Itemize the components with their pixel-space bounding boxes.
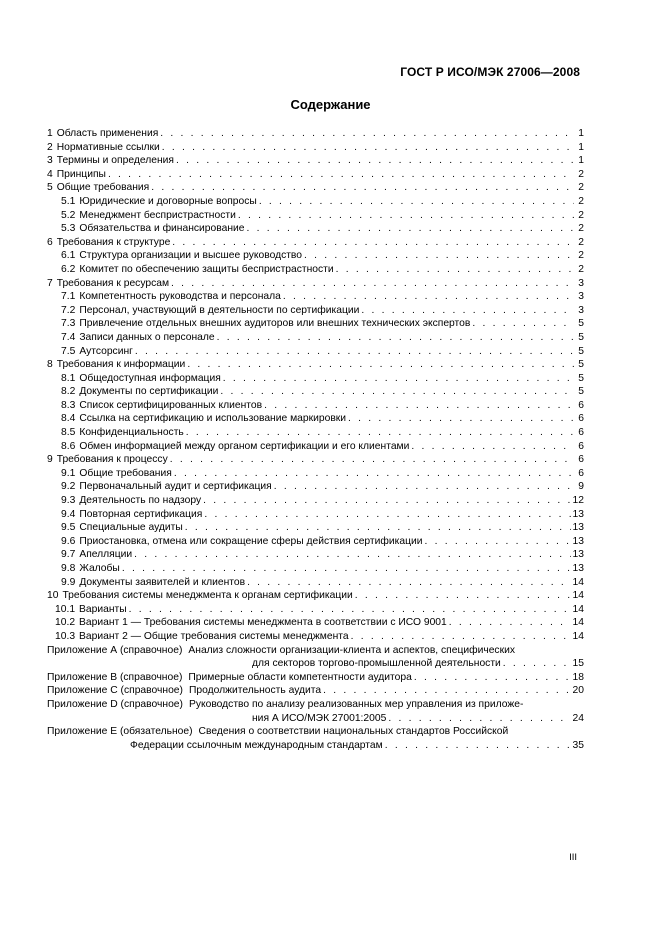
toc-entry[interactable] [47,154,584,168]
toc-entry-number: 1 [47,128,53,139]
toc-entry[interactable] [47,453,584,467]
toc-entry-number: 10 [47,590,59,602]
dot-leader [385,739,571,753]
dot-leader [172,236,574,250]
dot-leader [204,508,570,522]
dot-leader [348,412,574,426]
toc-entry-number: 9 [47,454,53,466]
dot-leader [336,263,574,277]
toc-entry-page: 2 [578,168,584,180]
appendix-title-continued: Федерации ссылочным международным стандартам [130,739,383,751]
standard-header: ГОСТ Р ИСО/МЭК 27006—2008 [400,65,580,79]
toc-entry-title: Деятельность по надзору [79,495,202,507]
dot-leader [160,127,574,141]
toc-entry-number: 2 [47,141,53,153]
dot-leader [503,657,571,671]
appendix-entry[interactable] [47,644,584,671]
toc-entry-number: 5.2 [61,209,76,221]
dot-leader [185,521,571,535]
toc-entry-number: 7.5 [61,345,76,357]
dot-leader [424,535,570,549]
toc-entry-title: Требования к процессу [56,454,168,466]
toc-entry[interactable] [47,412,584,426]
toc-entry-title: Специальные аудиты [79,522,183,534]
dot-leader [355,589,571,603]
dot-leader [304,249,574,263]
toc-entry[interactable] [47,603,584,617]
toc-entry-number: 7 [47,277,53,289]
toc-entry-page: 2 [578,223,584,235]
appendix-page: 18 [572,671,584,683]
toc-entry-page: 3 [578,277,584,289]
toc-entry-title: Привлечение отдельных внешних аудиторов или внешних технических экспертов [79,318,471,330]
toc-entry-page: 1 [578,155,584,167]
toc-entry-page: 1 [578,141,584,153]
dot-leader [472,317,574,331]
toc-entry-page: 5 [578,386,584,398]
dot-leader [151,181,574,195]
toc-entry-title: Документы заявителей и клиентов [79,576,246,588]
dot-leader [129,603,571,617]
dot-leader [217,331,574,345]
page-title: Содержание [290,97,371,112]
toc-entry-number: 9.4 [61,508,76,520]
appendix-title: Примерные области компетентности аудитора [188,671,412,683]
toc-entry[interactable] [47,290,584,304]
dot-leader [174,467,574,481]
toc-entry-page: 6 [578,427,584,439]
dot-leader [108,168,574,182]
toc-entry-page: 5 [578,359,584,371]
toc-entry-title: Вариант 1 — Требования системы менеджмента в соответствии с ИСО 9001 [79,617,447,629]
toc-entry-page: 1 [578,128,584,139]
toc-entry-title: Структура организации и высшее руководство [79,250,303,262]
toc-entry-number: 10.3 [55,630,76,642]
appendix-entry[interactable] [47,698,584,725]
toc-entry-page: 14 [572,590,584,602]
toc-entry-number: 10.2 [55,617,76,629]
toc-entry-page: 5 [578,345,584,357]
appendix-title: Сведения о соответствии национальных стандартов Российской [198,726,509,738]
toc-entry-number: 6.1 [61,250,76,262]
toc-entry[interactable] [47,399,584,413]
toc-entry-page: 6 [578,440,584,452]
toc-entry[interactable] [47,345,584,359]
toc-entry-title: Конфиденциальность [79,427,184,439]
toc-entry[interactable] [47,141,584,155]
toc-entry[interactable] [47,630,584,644]
toc-entry-title: Общие требования [79,467,172,479]
appendix-label: Приложение D (справочное) [47,698,183,710]
appendix-page: 20 [572,685,584,697]
toc-entry-title: Список сертифицированных клиентов [79,399,263,411]
toc-entry-number: 8 [47,359,53,371]
dot-leader [283,290,574,304]
toc-entry[interactable] [47,127,584,141]
toc-entry-title: Вариант 2 — Общие требования системы менеджмента [79,630,349,642]
dot-leader [449,616,571,630]
appendix-label: Приложение Е (обязательное) [47,726,193,738]
toc-entry-number: 3 [47,155,53,167]
appendix-label: Приложение А (справочное) [47,644,183,656]
dot-leader [351,630,571,644]
toc-entry-number: 8.5 [61,427,76,439]
toc-entry[interactable] [47,358,584,372]
toc-entry-title: Первоначальный аудит и сертификация [79,481,272,493]
dot-leader [170,453,574,467]
toc-entry-number: 8.6 [61,440,76,452]
toc-entry-title: Требования к информации [56,359,186,371]
toc-entry-number: 9.5 [61,522,76,534]
toc-entry-page: 14 [572,630,584,642]
toc-entry-title: Приостановка, отмена или сокращение сферы действия сертификации [79,535,423,547]
toc-entry-number: 6 [47,236,53,248]
toc-entry-page: 13 [572,549,584,561]
toc-entry-page: 6 [578,454,584,466]
toc-entry[interactable] [47,576,584,590]
toc-entry-number: 7.4 [61,331,76,343]
appendix-entry[interactable] [47,684,584,698]
appendix-title: Руководство по анализу реализованных мер управления из приложе- [188,698,524,710]
toc-entry-title: Компетентность руководства и персонала [79,291,281,303]
toc-entry-page: 2 [578,209,584,221]
toc-entry[interactable] [47,181,584,195]
toc-entry[interactable] [47,304,584,318]
toc-entry-title: Жалобы [79,563,120,574]
toc-entry-number: 8.4 [61,413,76,425]
toc-entry[interactable] [47,508,584,522]
toc-entry-number: 5.1 [61,195,76,207]
dot-leader [388,712,570,726]
toc-entry[interactable] [47,440,584,454]
toc-entry-title: Требования к ресурсам [56,277,170,289]
toc-entry-title: Требования к структуре [56,236,171,248]
toc-entry-number: 5.3 [61,223,76,235]
toc-entry-number: 9.6 [61,535,76,547]
toc-entry-number: 9.7 [61,549,76,561]
toc-entry[interactable] [47,426,584,440]
toc-entry-page: 2 [578,182,584,194]
toc-entry-title: Записи данных о персонале [79,331,215,343]
toc-entry-page: 5 [578,318,584,330]
toc-entry-page: 2 [578,263,584,275]
toc-entry[interactable] [47,385,584,399]
toc-entry-number: 8.3 [61,399,76,411]
dot-leader [220,385,574,399]
dot-leader [176,154,574,168]
toc-entry[interactable] [47,195,584,209]
dot-leader [135,345,574,359]
toc-entry-page: 6 [578,399,584,411]
toc-entry-title: Варианты [79,603,127,615]
toc-entry[interactable] [47,249,584,263]
toc-entry-number: 9.9 [61,576,76,588]
toc-entry-page: 6 [578,413,584,425]
appendix-title-continued: для секторов торгово-промышленной деятельности [252,658,501,670]
dot-leader [259,195,574,209]
toc-entry-page: 2 [578,195,584,207]
toc-entry[interactable] [47,263,584,277]
appendix-page: 35 [572,739,584,751]
toc-entry-title: Комитет по обеспечению защиты беспристрастности [79,263,334,275]
appendix-label: Приложение В (справочное) [47,671,183,683]
toc-entry[interactable] [47,494,584,508]
toc-entry[interactable] [47,209,584,223]
toc-entry-title: Нормативные ссылки [56,141,160,153]
dot-leader [238,209,574,223]
dot-leader [247,576,570,590]
dot-leader [247,222,574,236]
page-number: III [569,852,577,863]
appendix-title: Анализ сложности организации-клиента и аспектов, специфических [188,644,515,656]
dot-leader [264,399,574,413]
appendix-page: 24 [572,712,584,724]
toc-entry-title: Апелляции [79,549,133,561]
toc-entry[interactable] [47,317,584,331]
toc-entry-number: 6.2 [61,263,76,275]
toc-entry-title: Аутсорсинг [79,345,133,357]
toc-entry-title: Менеджмент беспристрастности [79,209,236,221]
toc-entry-number: 10.1 [55,603,76,615]
appendix-title-continued: ния А ИСО/МЭК 27001:2005 [252,712,387,724]
toc-entry[interactable] [47,331,584,345]
dot-leader [122,562,571,576]
dot-leader [187,358,574,372]
toc-entry-title: Документы по сертификации [79,386,219,398]
appendix-entry[interactable] [47,725,584,752]
dot-leader [411,440,574,454]
toc-entry-page: 3 [578,304,584,316]
dot-leader [171,277,574,291]
toc-entry[interactable] [47,589,584,603]
toc-entry[interactable] [47,222,584,236]
toc-entry-page: 3 [578,291,584,303]
toc-entry-page: 13 [572,563,584,574]
dot-leader [134,548,570,562]
toc-entry-number: 4 [47,168,53,180]
dot-leader [323,684,570,698]
toc-entry[interactable] [47,236,584,250]
dot-leader [414,671,571,685]
dot-leader [361,304,574,318]
toc-entry-title: Область применения [56,128,159,139]
toc-entry[interactable] [47,467,584,481]
toc-entry[interactable] [47,616,584,630]
toc-entry-number: 8.1 [61,372,76,384]
toc-entry-page: 14 [572,603,584,615]
toc-entry-page: 2 [578,250,584,262]
appendix-entry[interactable] [47,671,584,685]
dot-leader [162,141,574,155]
toc-entry-page: 6 [578,467,584,479]
toc-entry-title: Обязательства и финансирование [79,223,245,235]
toc-entry-page: 2 [578,236,584,248]
toc-entry-title: Обмен информацией между органом сертификации и его клиентами [79,440,410,452]
toc-entry-title: Общедоступная информация [79,372,221,384]
dot-leader [274,480,574,494]
toc-entry-title: Ссылка на сертификацию и использование маркировки [79,413,347,425]
table-of-contents [47,127,584,752]
toc-entry-page: 12 [572,495,584,507]
toc-entry[interactable] [47,372,584,386]
toc-entry-page: 13 [572,522,584,534]
toc-entry-number: 7.2 [61,304,76,316]
toc-entry-title: Юридические и договорные вопросы [79,195,257,207]
toc-entry-number: 7.3 [61,318,76,330]
toc-entry-page: 14 [572,576,584,588]
toc-entry-title: Термины и определения [56,155,174,167]
toc-entry[interactable] [47,168,584,182]
appendix-label: Приложение С (справочное) [47,685,183,697]
dot-leader [203,494,570,508]
toc-entry-page: 5 [578,331,584,343]
toc-entry-page: 13 [572,508,584,520]
toc-entry-number: 5 [47,182,53,194]
toc-entry[interactable] [47,562,584,576]
toc-entry-number: 9.8 [61,563,76,574]
toc-entry-page: 13 [572,535,584,547]
toc-entry-number: 8.2 [61,386,76,398]
toc-entry-title: Общие требования [56,182,150,194]
toc-entry-title: Принципы [56,168,106,180]
toc-entry-number: 9.3 [61,495,76,507]
appendix-title: Продолжительность аудита [188,685,322,697]
dot-leader [223,372,574,386]
dot-leader [186,426,574,440]
toc-entry-page: 5 [578,372,584,384]
toc-entry[interactable] [47,480,584,494]
toc-entry[interactable] [47,277,584,291]
toc-entry-title: Персонал, участвующий в деятельности по сертификации [79,304,360,316]
appendix-page: 15 [572,658,584,670]
toc-entry[interactable] [47,535,584,549]
toc-entry[interactable] [47,521,584,535]
toc-entry[interactable] [47,548,584,562]
toc-entry-page: 14 [572,617,584,629]
toc-entry-page: 9 [578,481,584,493]
toc-entry-number: 9.2 [61,481,76,493]
toc-entry-number: 9.1 [61,467,76,479]
toc-entry-title: Требования системы менеджмента к органам сертификации [62,590,353,602]
toc-entry-title: Повторная сертификация [79,508,203,520]
toc-entry-number: 7.1 [61,291,76,303]
